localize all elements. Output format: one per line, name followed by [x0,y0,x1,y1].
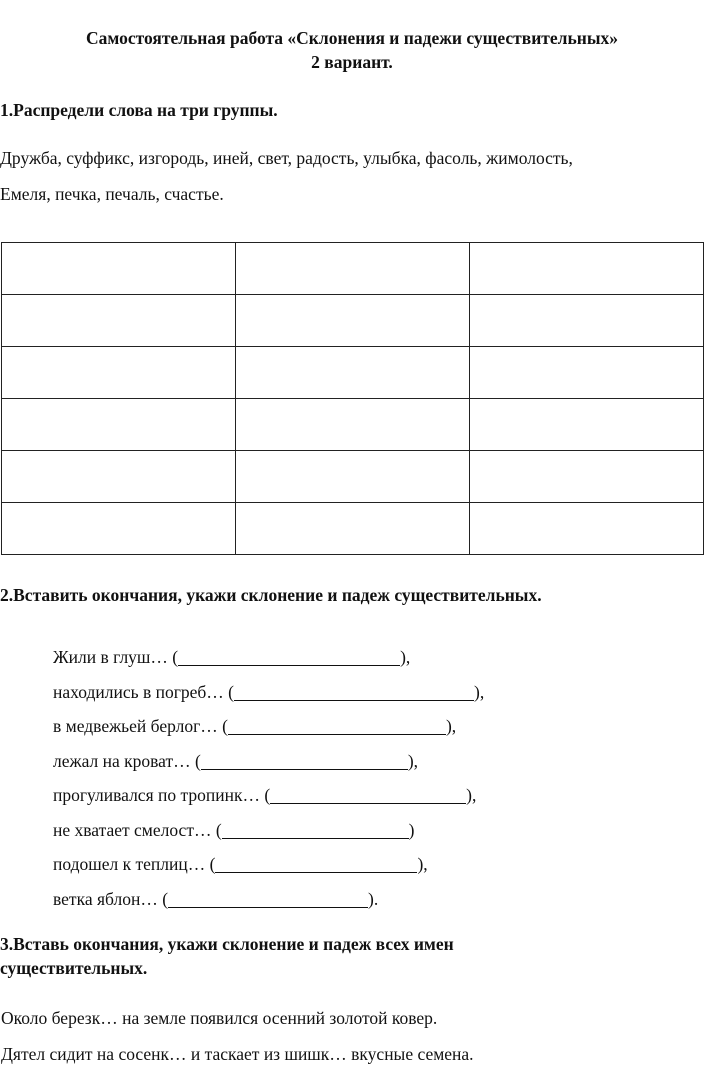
table-cell[interactable] [2,451,236,503]
table-row [2,399,704,451]
title-line-1: Самостоятельная работа «Склонения и падежи существительных» [86,28,618,48]
task-3-heading-line-2: существительных. [0,958,148,978]
table-row [2,295,704,347]
list-item [53,778,484,813]
title-line-2: 2 вариант. [311,52,393,72]
task-3-heading [0,932,454,980]
table-cell[interactable] [236,347,470,399]
task-3-sentence-1: Около березк… на земле появился осенний золотой ковер. [1,1008,438,1028]
table-cell[interactable] [470,503,704,555]
task-3-sentence-2: Дятел сидит на сосенк… и таскает из шишк… вкусные семена. [1,1044,474,1064]
answer-blank[interactable] [178,647,400,666]
item-text: находились в погреб… ( [53,681,235,702]
table-cell[interactable] [2,347,236,399]
answer-blank[interactable] [201,751,408,770]
item-close: ), [407,750,419,771]
table-cell[interactable] [470,399,704,451]
task-2-heading: 2.Вставить окончания, укажи склонение и падеж существительных. [0,585,542,605]
answer-blank[interactable] [270,785,466,804]
list-item [53,709,484,744]
table-row [2,451,704,503]
table-row [2,243,704,295]
table-cell[interactable] [2,503,236,555]
item-text: ветка яблон… ( [53,888,169,909]
table-cell[interactable] [236,295,470,347]
table-cell[interactable] [236,503,470,555]
list-item [53,675,484,710]
list-item [53,640,484,675]
list-item [53,744,484,779]
item-text: в медвежьей берлог… ( [53,716,228,736]
table-cell[interactable] [470,295,704,347]
table-cell[interactable] [236,243,470,295]
answer-blank[interactable] [215,854,417,873]
item-text: не хватает смелост… ( [53,819,222,840]
item-close: ) [408,819,415,840]
table-cell[interactable] [470,347,704,399]
table-cell[interactable] [236,451,470,503]
worksheet-title [0,26,704,74]
task-1-words-line-2: Емеля, печка, печаль, счастье. [0,184,224,204]
item-close: ), [466,785,477,805]
answer-blank[interactable] [168,889,368,908]
item-close: ), [417,854,428,874]
table-row [2,347,704,399]
table-cell[interactable] [2,399,236,451]
answer-blank[interactable] [234,682,474,701]
table-cell[interactable] [470,451,704,503]
table-row [2,503,704,555]
task-1-words-line-1: Дружба, суффикс, изгородь, иней, свет, радость, улыбка, фасоль, жимолость, [0,148,573,168]
list-item [53,882,484,917]
task-1-words [0,140,704,212]
item-close: ), [445,716,457,736]
table-cell[interactable] [2,295,236,347]
table-cell[interactable] [236,399,470,451]
item-close: ), [400,647,411,667]
task-3-heading-line-1: 3.Вставь окончания, укажи склонение и падеж всех имен [0,934,454,954]
item-text: прогуливался по тропинк… ( [53,785,271,805]
answer-blank[interactable] [222,820,409,839]
list-item [53,813,484,848]
task-2-list [53,640,484,916]
list-item [53,847,484,882]
item-text: лежал на крова​т… ( [53,750,201,771]
item-close: ). [368,888,379,909]
answer-blank[interactable] [228,716,446,735]
table-cell[interactable] [470,243,704,295]
item-text: подошел к теплиц… ( [53,854,216,874]
item-close: ), [474,681,485,702]
word-groups-table [1,242,704,555]
table-cell[interactable] [2,243,236,295]
task-1-heading: 1.Распредели слова на три группы. [0,100,278,120]
item-text: Жили в глуш… ( [53,647,179,667]
